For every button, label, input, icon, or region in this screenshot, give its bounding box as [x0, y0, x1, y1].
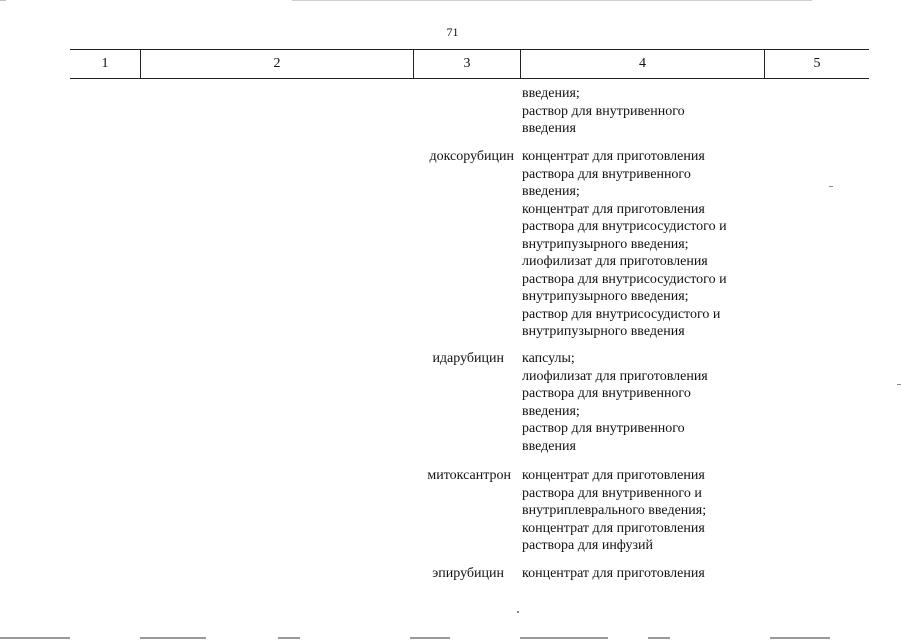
dosage-form-line: концентрат для приготовления — [522, 149, 705, 164]
column-header-1: 1 — [101, 56, 109, 71]
scan-artifact — [0, 0, 6, 1]
dosage-form-line: лиофилизат для приготовления — [522, 254, 708, 269]
dosage-form-line: концентрат для приготовления — [522, 520, 705, 536]
dosage-form-line: раствора для внутривенного — [522, 166, 691, 182]
column-header-3: 3 — [463, 56, 471, 71]
dosage-form-line: введения; — [522, 86, 580, 101]
dosage-form-line: внутрипузырного введения; — [522, 236, 689, 252]
dosage-form-line: раствора для внутривенного — [522, 386, 691, 401]
dosage-form-line: капсулы; — [522, 351, 575, 366]
scan-speck — [517, 611, 519, 613]
page-number: 71 — [446, 25, 459, 39]
scan-artifact — [0, 637, 70, 639]
scan-artifact — [140, 637, 206, 639]
dosage-form-line: введения — [522, 438, 576, 454]
column-header-4: 4 — [639, 56, 646, 71]
column-header-5: 5 — [813, 56, 821, 71]
scan-artifact — [648, 637, 670, 639]
dosage-form-line: внутрипузырного введения — [522, 324, 685, 339]
dosage-forms-cell — [522, 148, 772, 341]
dosage-form-line: раствор для внутривенного — [522, 421, 685, 436]
scan-speck — [897, 384, 901, 385]
scan-speck — [829, 186, 833, 187]
dosage-form-line: лиофилизат для приготовления — [522, 368, 708, 384]
dosage-form-line: внутрипузырного введения; — [522, 289, 689, 304]
dosage-form-line: раствора для внутрисосудистого и — [522, 271, 727, 287]
drug-name: эпирубицин — [432, 566, 504, 581]
dosage-form-line: раствора для инфузий — [522, 538, 654, 553]
scan-artifact — [770, 637, 830, 639]
drug-name: митоксантрон — [427, 468, 511, 483]
drug-name: идарубицин — [432, 351, 504, 366]
dosage-form-line: введения; — [522, 403, 580, 419]
dosage-form-line: концентрат для приготовления — [522, 201, 705, 217]
scan-artifact — [278, 637, 300, 639]
dosage-form-line: концентрат для приготовления — [522, 468, 705, 483]
dosage-forms-cell — [522, 565, 772, 583]
scan-artifact — [292, 0, 812, 1]
dosage-form-line: введения; — [522, 184, 580, 199]
dosage-form-line: концентрат для приготовления — [522, 566, 705, 581]
dosage-forms-cell — [522, 85, 772, 138]
dosage-form-line: внутриплеврального введения; — [522, 503, 707, 518]
table-header — [70, 49, 869, 79]
dosage-forms-cell — [522, 467, 772, 555]
dosage-form-line: раствор для внутрисосудистого и — [522, 306, 721, 322]
dosage-forms-cell — [522, 350, 772, 455]
dosage-form-line: раствор для внутривенного — [522, 103, 685, 119]
dosage-form-line: введения — [522, 121, 576, 136]
drug-name: доксорубицин — [429, 149, 514, 164]
column-header-2: 2 — [273, 56, 281, 71]
scan-artifact — [410, 637, 450, 639]
scan-artifact — [520, 637, 608, 639]
dosage-form-line: раствора для внутрисосудистого и — [522, 219, 727, 234]
dosage-form-line: раствора для внутривенного и — [522, 485, 702, 501]
